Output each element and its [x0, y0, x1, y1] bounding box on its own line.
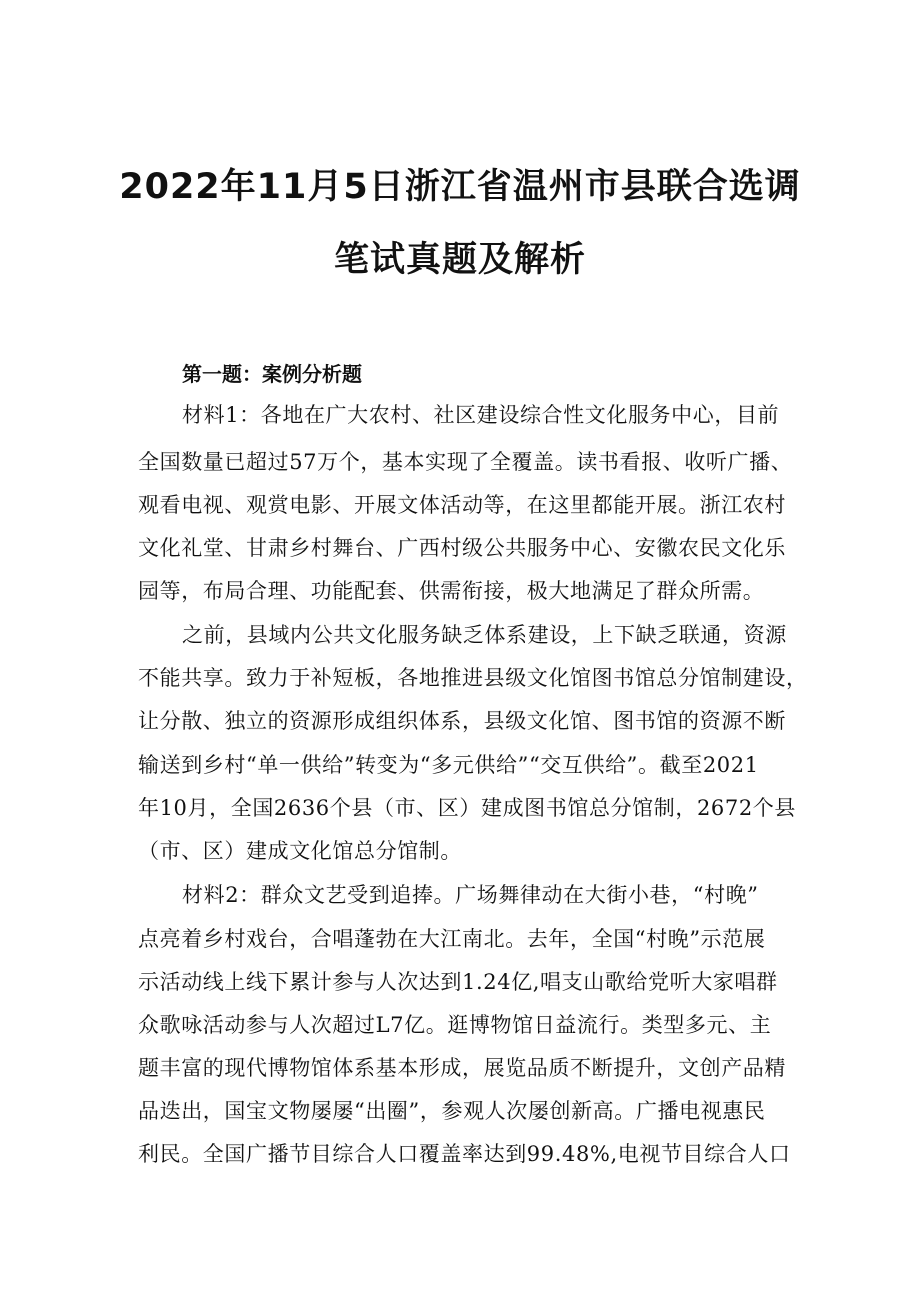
body-line: 点亮着乡村戏台，合唱蓬勃在大江南北。去年，全国“村晚”示范展: [138, 927, 766, 951]
body-line: 示活动线上线下累计参与人次达到1.24亿,唱支山歌给党听大家唱群: [138, 970, 778, 994]
body-line: 品迭出，国宝文物屡屡“出圈”，参观人次屡创新高。广播电视惠民: [138, 1099, 766, 1123]
body-line: 输送到乡村“单一供给”转变为“多元供给”“交互供给”。截至2021: [138, 753, 759, 777]
section-heading: 第一题：案例分析题: [182, 362, 362, 386]
document-title-line-1: 2022年11月5日浙江省温州市县联合选调: [119, 167, 801, 207]
body-line: 题丰富的现代博物馆体系基本形成，展览品质不断提升，文创产品精: [138, 1056, 786, 1080]
body-line: 不能共享。致力于补短板，各地推进县级文化馆图书馆总分馆制建设，: [138, 666, 808, 690]
body-line: 文化礼堂、甘肃乡村舞台、广西村级公共服务中心、安徽农民文化乐: [138, 536, 786, 560]
body-line: 利民。全国广播节目综合人口覆盖率达到99.48%,电视节目综合人口: [138, 1142, 791, 1166]
body-line: （市、区）建成文化馆总分馆制。: [138, 839, 462, 863]
body-line: 众歌咏活动参与人次超过L7亿。逛博物馆日益流行。类型多元、主: [138, 1013, 772, 1037]
body-line: 全国数量已超过57万个，基本实现了全覆盖。读书看报、收听广播、: [138, 450, 793, 474]
document-title-line-2: 笔试真题及解析: [333, 240, 586, 280]
body-line: 材料1：各地在广大农村、社区建设综合性文化服务中心，目前: [182, 403, 780, 427]
body-line: 年10月，全国2636个县（市、区）建成图书馆总分馆制，2672个县: [138, 796, 797, 820]
body-line: 让分散、独立的资源形成组织体系，县级文化馆、图书馆的资源不断: [138, 709, 786, 733]
body-line: 园等，布局合理、功能配套、供需衔接，极大地满足了群众所需。: [138, 579, 765, 603]
body-line: 观看电视、观赏电影、开展文体活动等，在这里都能开展。浙江农村: [138, 493, 786, 517]
body-line: 之前，县域内公共文化服务缺乏体系建设，上下缺乏联通，资源: [182, 623, 787, 647]
body-line: 材料2：群众文艺受到追捧。广场舞律动在大街小巷，“村晚”: [182, 883, 759, 907]
